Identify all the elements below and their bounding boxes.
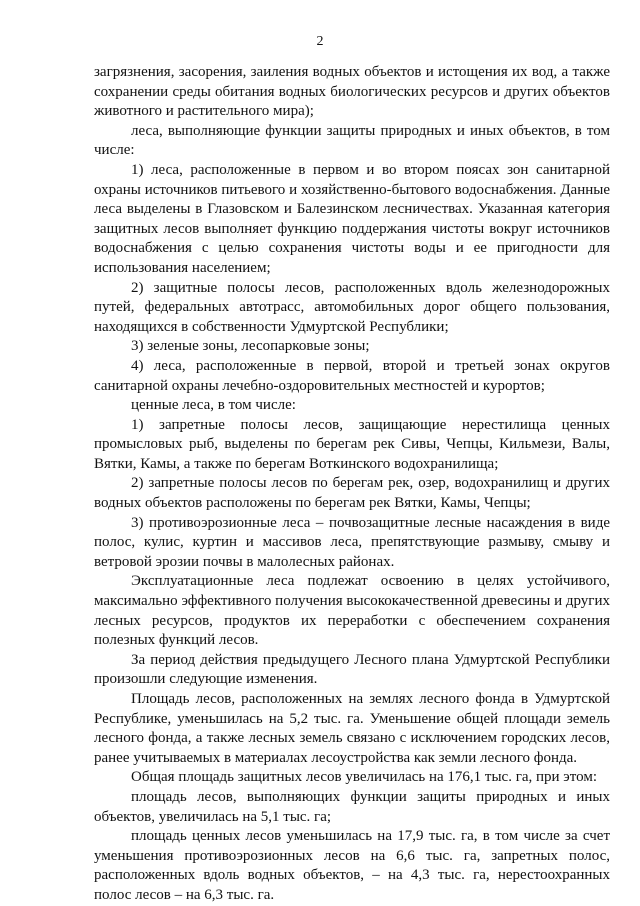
paragraph: площадь ценных лесов уменьшилась на 17,9 тыс. га, в том числе за счет уменьшения противоэрозионных лесов на 6,6 тыс. га, запретных полос, расположенных вдоль водных объектов, – на 4,3 тыс. га, нерестоохранных полос лесов – на 6,3 тыс. га. [94, 828, 610, 903]
paragraph: 2) запретные полосы лесов по берегам рек, озер, водохранилищ и других водных объектов расположены по берегам рек Вятки, Камы, Чепцы; [94, 475, 610, 512]
paragraph: леса, выполняющие функции защиты природных и иных объектов, в том числе: [94, 122, 610, 159]
paragraph: 2) защитные полосы лесов, расположенных вдоль железнодорожных путей, федеральных автотрасс, автомобильных дорог общего пользования, находящихся в собственности Удмуртской Республики; [94, 279, 610, 335]
paragraph: Площадь лесов, расположенных на землях лесного фонда в Удмуртской Республике, уменьшилась на 5,2 тыс. га. Уменьшение общей площади земель лесного фонда, а также лесных земель связано с исключением городских лесов, ранее учитываемых в материалах лесоустройства как земли лесного фонда. [94, 691, 610, 766]
page-number: 2 [316, 34, 324, 49]
paragraph: 3) противоэрозионные леса – почвозащитные лесные насаждения в виде полос, кулис, куртин и массивов леса, препятствующие размыву, смыву и ветровой эрозии почвы в малолесных районах. [94, 514, 610, 570]
paragraph: Общая площадь защитных лесов увеличилась на 176,1 тыс. га, при этом: [131, 769, 597, 786]
paragraph: 1) леса, расположенные в первом и во втором поясах зон санитарной охраны источников питьевого и хозяйственно-бытового водоснабжения. Данные леса выделены в Глазовском и Балезинском лесничествах. Указанная категория защитных лесов выполняет функцию поддержания чистоты вокруг источников водоснабжения с целью сохранения чистоты воды и ее пригодности для использования населением; [94, 161, 610, 276]
paragraph: Эксплуатационные леса подлежат освоению в целях устойчивого, максимально эффективного получения высококачественной древесины и других лесных ресурсов, продуктов их переработки с обеспечением сохранения полезных функций лесов. [94, 573, 610, 649]
paragraph: 4) леса, расположенные в первой, второй и третьей зонах округов санитарной охраны лечебно-оздоровительных местностей и курортов; [94, 357, 610, 394]
paragraph: загрязнения, засорения, заиления водных объектов и истощения их вод, а также сохранении среды обитания водных биологических ресурсов и других объектов животного и растительного мира); [94, 64, 610, 120]
document-body [94, 63, 610, 906]
paragraph: ценные леса, в том числе: [131, 397, 296, 414]
paragraph: 3) зеленые зоны, лесопарковые зоны; [131, 338, 370, 355]
paragraph: За период действия предыдущего Лесного плана Удмуртской Республики произошли следующие изменения. [94, 651, 610, 688]
paragraph: площадь лесов, выполняющих функции защиты природных и иных объектов, увеличилась на 5,1 тыс. га; [94, 788, 610, 825]
paragraph: 1) запретные полосы лесов, защищающие нерестилища ценных промысловых рыб, выделены по берегам рек Сивы, Чепцы, Кильмези, Валы, Вятки, Камы, а также по берегам Воткинского водохранилища; [94, 416, 610, 472]
